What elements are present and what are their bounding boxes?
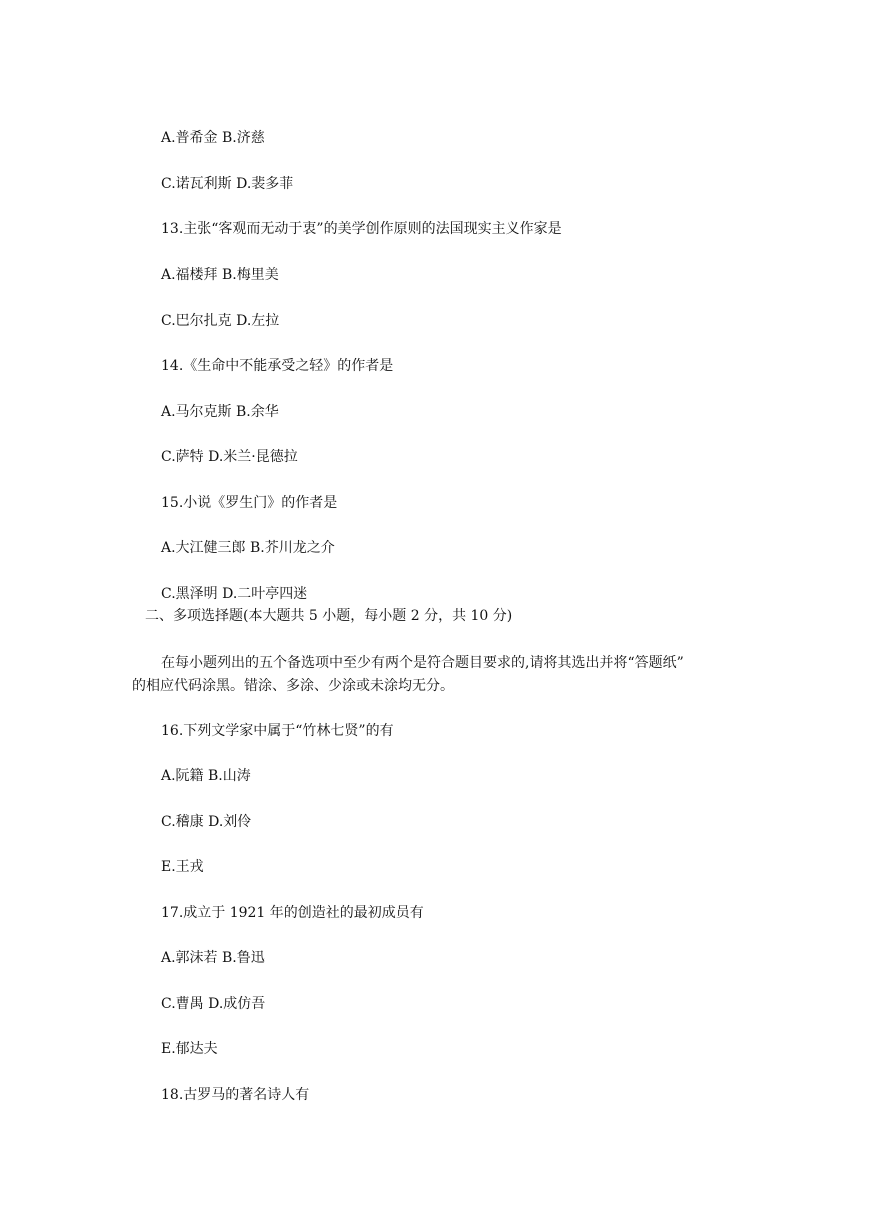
q17-question: 17.成立于 1921 年的创造社的最初成员有 — [161, 905, 424, 921]
instructions-line-2: 的相应代码涂黑。错涂、多涂、少涂或未涂均无分。 — [132, 678, 454, 694]
section-heading-multiple-choice: 二、多项选择题(本大题共 5 小题，每小题 2 分，共 10 分) — [145, 608, 513, 624]
q17-options-cd: C.曹禺 D.成仿吾 — [161, 996, 266, 1012]
q13-question: 13.主张“客观而无动于衷”的美学创作原则的法国现实主义作家是 — [161, 221, 562, 237]
q16-options-cd: C.稽康 D.刘伶 — [161, 814, 252, 830]
q17-option-e: E.郁达夫 — [161, 1041, 218, 1057]
q14-options-cd: C.萨特 D.米兰·昆德拉 — [161, 449, 298, 465]
q12-options-ab: A.普希金 B.济慈 — [161, 130, 265, 146]
q17-options-ab: A.郭沫若 B.鲁迅 — [161, 950, 265, 966]
q16-options-ab: A.阮籍 B.山涛 — [161, 768, 251, 784]
q14-options-ab: A.马尔克斯 B.余华 — [161, 404, 279, 420]
instructions-line-1: 在每小题列出的五个备选项中至少有两个是符合题目要求的,请将其选出并将“答题纸” — [161, 655, 684, 671]
q15-options-cd: C.黑泽明 D.二叶亭四迷 — [161, 586, 308, 602]
q13-options-cd: C.巴尔扎克 D.左拉 — [161, 313, 280, 329]
q12-options-cd: C.诺瓦利斯 D.裴多菲 — [161, 176, 294, 192]
q16-question: 16.下列文学家中属于“竹林七贤”的有 — [161, 723, 394, 739]
q13-options-ab: A.福楼拜 B.梅里美 — [161, 267, 279, 283]
q15-options-ab: A.大江健三郎 B.芥川龙之介 — [161, 540, 335, 556]
q14-question: 14.《生命中不能承受之轻》的作者是 — [161, 358, 394, 374]
q16-option-e: E.王戎 — [161, 859, 204, 875]
q15-question: 15.小说《罗生门》的作者是 — [161, 495, 338, 511]
q18-question: 18.古罗马的著名诗人有 — [161, 1087, 310, 1103]
